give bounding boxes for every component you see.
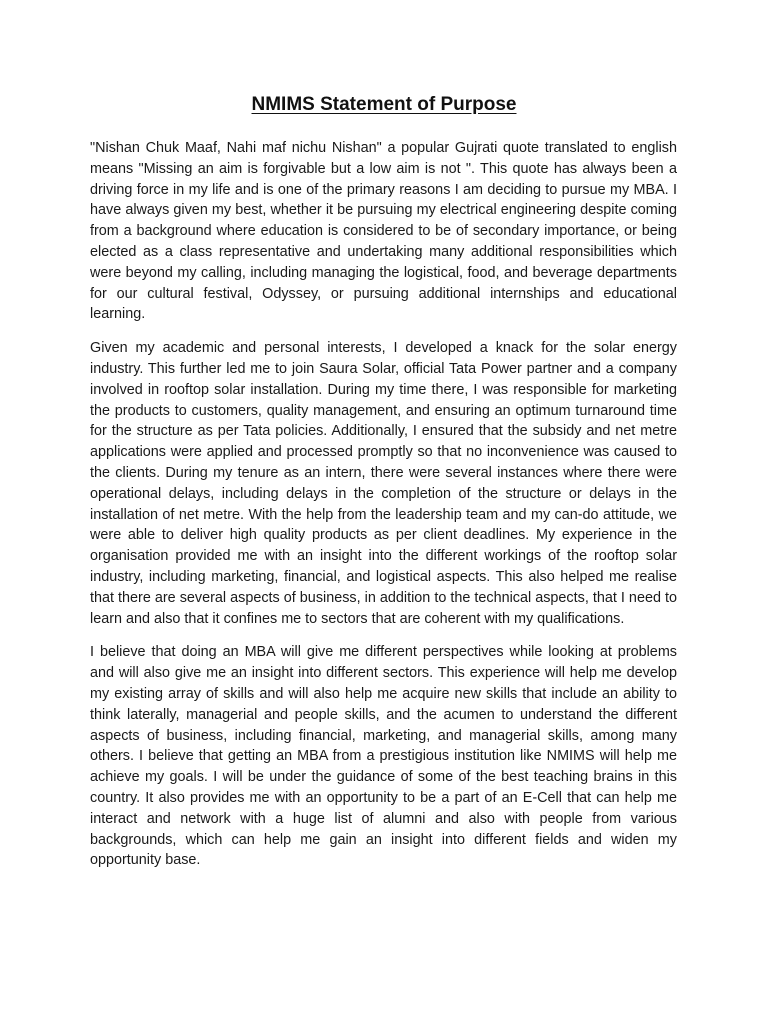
paragraph-2: Given my academic and personal interests, I developed a knack for the solar energy industry. This further led me to join Saura Solar, official Tata Power partner and a company involved in rooftop solar installation. During my time there, I was responsible for marketing the products to customers, quality management, and ensuring an optimum turnaround time for the structure as per Tata policies. Additionally, I ensured that the subsidy and net metre applications were applied and processed promptly so that no inconvenience was caused to the clients. During my tenure as an intern, there were several instances where there were operational delays, including delays in the completion of the structure or delays in the installation of net metre. With the help from the leadership team and my can-do attitude, we were able to deliver high quality products as per client deadlines. My experience in the organisation provided me with an insight into the different workings of the rooftop solar industry, including marketing, financial, and logistical aspects. This also helped me realise that there are several aspects of business, in addition to the technical aspects, that I need to learn and also that it confines me to sectors that are coherent with my qualifications.	[90, 340, 677, 627]
paragraph-3: I believe that doing an MBA will give me different perspectives while looking at problems and will also give me an insight into different sectors. This experience will help me develop my existing array of skills and will also help me acquire new skills that include an ability to think laterally, managerial and people skills, and the acumen to understand the different aspects of business, including financial, marketing, and managerial skills, among many others. I believe that getting an MBA from a prestigious institution like NMIMS will help me achieve my goals. I will be under the guidance of some of the best teaching brains in this country. It also provides me with an opportunity to be a part of an E-Cell that can help me interact and network with a huge list of alumni and also with people from various backgrounds, which can help me gain an insight into different fields and widen my opportunity base.	[90, 644, 677, 869]
paragraph-1: "Nishan Chuk Maaf, Nahi maf nichu Nishan" a popular Gujrati quote translated to english means "Missing an aim is forgivable but a low aim is not ". This quote has always been a driving force in my life and is one of the primary reasons I am deciding to pursue my MBA. I have always given my best, whether it be pursuing my electrical engineering despite coming from a background where education is considered to be of secondary importance, or being elected as a class representative and undertaking many additional responsibilities which were beyond my calling, including managing the logistical, food, and beverage departments for our cultural festival, Odyssey, or pursuing additional internships and educational learning.	[90, 140, 677, 323]
document-body	[90, 138, 677, 884]
page-title: NMIMS Statement of Purpose	[251, 94, 517, 115]
